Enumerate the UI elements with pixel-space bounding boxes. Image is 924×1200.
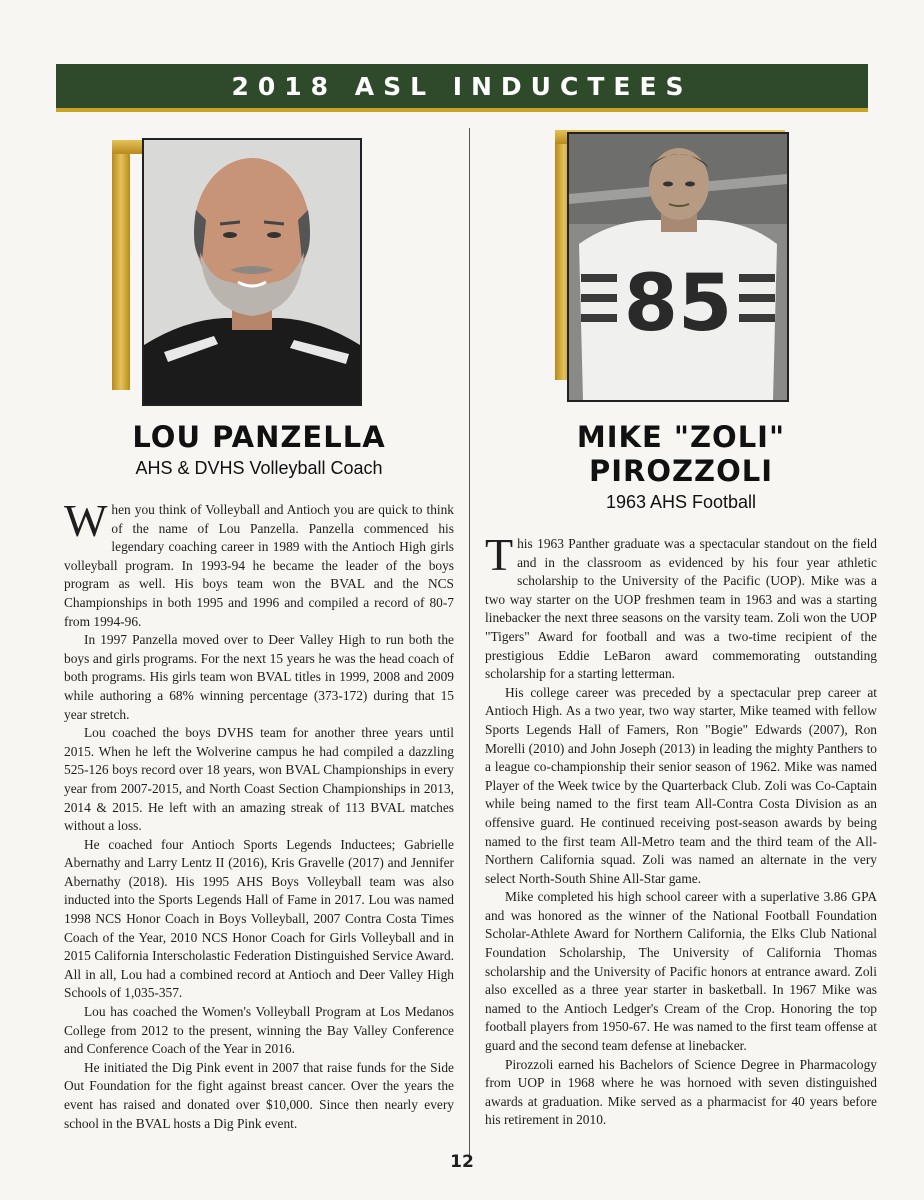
inductee-photo-pirozzoli (567, 132, 789, 402)
bio-paragraph: He coached four Antioch Sports Legends Inductees; Gabrielle Abernathy and Larry Lentz II (2016), Kris Gravelle (2017) and Jennifer Abernathy (2018). His 1995 AHS Boys Volleyball team was also inducted into the Sports Legends Hall of Fame in 2017. Lou was named 1998 NCS Honor Coach in Boys Volleyball, 2007 Contra Costa Times Coach of the Year, 2010 NCS Honor Coach for Girls Volleyball and in 2015 California Interscholastic Federation Distinguished Service Award. All in all, Lou had a combined record at Antioch and Deer Valley High Schools of 1,035-357. (64, 836, 454, 1001)
bio-paragraph: His college career was preceded by a spectacular prep career at Antioch High. As a two year, two way starter, Mike teamed with fellow Sports Legends Hall of Famers, Ron "Bogie" Edwards (2007), Ron Morelli (2010) and John Joseph (2013) in leading the mighty Panthers to a league co-championship their senior season of 1962. Mike was named Player of the Week twice by the Quarterback Club. Zoli was Co-Captain while being named to the first team All-Contra Costa Division as an offensive guard. He continued receiving post-season awards by being named to the first team All-Metro team and the third team of the All-Northern California squad. Zoli was named an alternate in the very select North-South Shine All-Star game. (485, 684, 877, 886)
inductee-role: 1963 AHS Football (605, 492, 757, 512)
inductee-column-left (64, 122, 454, 1133)
football-player-photo-icon (569, 134, 787, 400)
jersey-number: 85 (623, 259, 733, 349)
drop-cap: T (485, 529, 514, 580)
bio-paragraph: Mike completed his high school career with a superlative 3.86 GPA and was honored as the winner of the National Football Foundation Scholar-Athlete Award for Northern California, the Elks Club National Foundation Scholarship, The University of California Thomas scholarship and the University of Pacific honors at entrance award. Zoli also excelled as a three year starter in basketball. In 1967 Mike was named to the Antioch Ledger's Cream of the Crop. Honoring the top football players from 1950-67. He was named to the first team offense at guard and the second team defense at linebacker. (485, 889, 877, 1054)
photo-frame (64, 122, 454, 412)
bio-paragraph: When you think of Volleyball and Antioch you are quick to think of the name of Lou Panzella. Panzella commenced his legendary coaching career in 1989 with the Antioch High girls volleyball program. In 1993-94 he became the leader of the boys program as well. His boys team won the BVAL and the NCS Championships in both 1995 and 1996 and compiled a record of 80-7 from 1994-96. (64, 495, 454, 629)
drop-cap: W (64, 495, 108, 546)
photo-frame (485, 122, 877, 412)
inductee-name: LOU PANZELLA (132, 420, 386, 454)
bio-paragraph: He initiated the Dig Pink event in 2007 that raise funds for the Side Out Foundation for the fight against breast cancer. Over the years the event has raised and donated over $10,000. Since then nearly every school in the BVAL hosts a Dig Pink event. (64, 1059, 454, 1131)
gold-accent-bar (112, 140, 130, 390)
section-banner (56, 64, 868, 112)
inductee-photo-panzella (142, 138, 362, 406)
portrait-photo-icon (144, 140, 360, 404)
bio-paragraph: This 1963 Panther graduate was a spectacular standout on the field and in the classroom as evidenced by his four year athletic scholarship to the University of the Pacific (UOP). Mike was a two way starter on the UOP freshmen team in 1963 and was a starting linebacker the next three seasons on the varsity team. Zoli won the UOP "Tigers" Award for football and was a two-time recipient of the prestigious Eddie LeBaron award commemorating outstanding scholarship for a starting letterman. (485, 529, 877, 682)
inductee-bio (485, 529, 877, 1130)
bio-paragraph: Lou coached the boys DVHS team for another three years until 2015. When he left the Wolverine campus he had compiled a dazzling 525-126 boys record over 18 years, won BVAL Championships in every year from 2007-2015, and North Coast Section Championships in 2013, 2014 & 2015. He left with an amazing streak of 113 BVAL matches without a loss. (64, 725, 454, 834)
inductee-name: MIKE "ZOLI" PIROZZOLI (576, 420, 786, 488)
bio-paragraph: In 1997 Panzella moved over to Deer Valley High to run both the boys and girls programs. For the next 15 years he was the head coach of both programs. His girls team won BVAL titles in 1999, 2008 and 2009 while authoring a 68% winning percentage (373-172) during that 15 year stretch. (64, 632, 454, 722)
banner-title: 2018 ASL INDUCTEES (231, 71, 693, 101)
bio-paragraph: Pirozzoli earned his Bachelors of Science Degree in Pharmacology from UOP in 1968 where he was hornoed with seven distinguished awards at graduation. Mike served as a pharmacist for 40 years before his retirement in 2010. (485, 1056, 877, 1128)
column-divider (469, 128, 470, 1158)
inductee-role: AHS & DVHS Volleyball Coach (135, 458, 383, 478)
bio-paragraph: Lou has coached the Women's Volleyball Program at Los Medanos College from 2012 to the present, winning the Bay Valley Conference and Conference Coach of the Year in 2016. (64, 1004, 454, 1057)
page-number: 12 (450, 1152, 474, 1172)
inductee-bio (64, 495, 454, 1133)
inductee-column-right (485, 122, 877, 1130)
